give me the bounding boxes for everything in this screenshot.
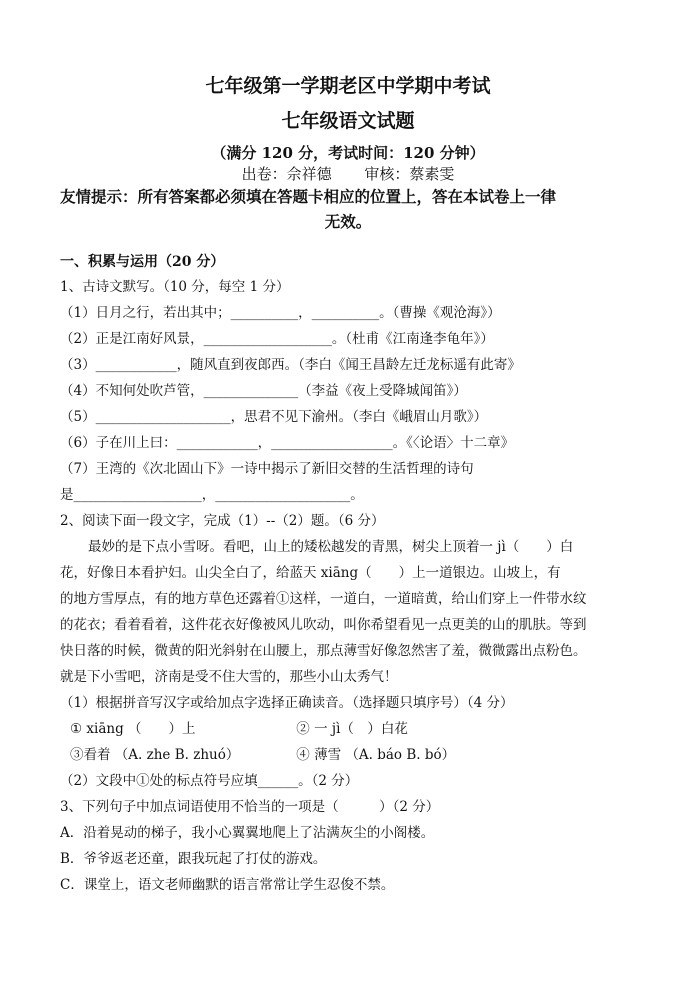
passage-line: 的花衣；看着看着，这件花衣好像被风儿吹动，叫你希望看见一点更美的山的肌肤。等到 <box>60 617 587 633</box>
q1-item: 是___________________，____________________。 <box>60 487 364 503</box>
question-1-title: 1、古诗文默写。（10 分，每空 1 分） <box>60 279 290 295</box>
q3-option-b: B．爷爷返老还童，跟我玩起了打仗的游戏。 <box>60 851 327 867</box>
q1-item: （3）____________，随风直到夜郎西。（李白《闻王昌龄左迁龙标遥有此寄》 <box>60 357 521 373</box>
q1-item: （1）日月之行，若出其中；__________，__________。（曹操《观沧海》） <box>60 305 501 321</box>
reading-passage <box>60 534 636 690</box>
q3-option-a: A．沿着晃动的梯子，我小心翼翼地爬上了沾满灰尘的小阁楼。 <box>60 825 435 841</box>
passage-line: 最妙的是下点小雪呀。看吧，山上的矮松越发的青黑，树尖上顶着一 jì（ ）白 <box>88 539 574 555</box>
exam-title: 七年级第一学期老区中学期中考试 <box>205 75 491 97</box>
section-heading: 一、积累与运用（20 分） <box>60 254 225 270</box>
question-3-title: 3、下列句子中加点词语使用不恰当的一项是（ ）（2 分） <box>60 799 440 815</box>
passage-line: 的地方雪厚点，有的地方草色还露着①这样，一道白，一道暗黄，给山们穿上一件带水纹 <box>60 591 587 607</box>
exam-subtitle: 七年级语文试题 <box>281 110 415 132</box>
q1-item: （2）正是江南好风景，___________________。（杜甫《江南逢李龟年》） <box>60 331 494 347</box>
q2-options-row-2 <box>60 742 636 768</box>
q1-item: （4）不知何处吹芦管，______________（李益《夜上受降城闻笛》） <box>60 383 467 399</box>
question-2-title: 2、阅读下面一段文字，完成（1）--（2）题。（6 分） <box>60 513 385 529</box>
q2-options-row-1 <box>60 716 636 742</box>
reviewer: 审核：蔡素雯 <box>364 165 455 183</box>
q1-item: （5）____________________，思君不见下渝州。（李白《峨眉山月歌》） <box>60 409 488 425</box>
hint-line-2: 无效。 <box>324 212 372 231</box>
q2-sub2: （2）文段中①处的标点符号应填______。（2 分） <box>60 773 359 789</box>
score-time: （满分 120 分，考试时间：120 分钟） <box>211 144 485 162</box>
option-2: ② 一 jì（ ）白花 <box>296 721 408 737</box>
author: 出卷：佘祥德 <box>241 165 332 183</box>
q2-sub1: （1）根据拼音写汉字或给加点字选择正确读音。（选择题只填序号）（4 分） <box>60 695 514 711</box>
q1-item: （7）王湾的《次北固山下》一诗中揭示了新旧交替的生活哲理的诗句 <box>60 461 474 477</box>
credits <box>60 164 636 184</box>
passage-line: 快日落的时候，微黄的阳光斜射在山腰上，那点薄雪好像忽然害了羞，微微露出点粉色。 <box>60 643 587 659</box>
option-3: ③看着 （A. zhe B. zhuó） <box>70 747 240 763</box>
q1-item: （6）子在川上曰：____________，__________________。《〈论语〉十二章》 <box>60 435 515 451</box>
option-1: ① xiāng （ ）上 <box>70 721 196 737</box>
passage-line: 就是下小雪吧，济南是受不住大雪的，那些小山太秀气！ <box>60 669 398 685</box>
q3-option-c: C．课堂上，语文老师幽默的语言常常让学生忍俊不禁。 <box>60 877 395 893</box>
option-4: ④ 薄雪 （A. báo B. bó） <box>296 747 456 763</box>
passage-line: 花，好像日本看护妇。山尖全白了，给蓝天 xiāng（ ）上一道银边。山坡上，有 <box>60 565 561 581</box>
hint-line-1: 友情提示：所有答案都必须填在答题卡相应的位置上，答在本试卷上一律 <box>60 187 557 206</box>
